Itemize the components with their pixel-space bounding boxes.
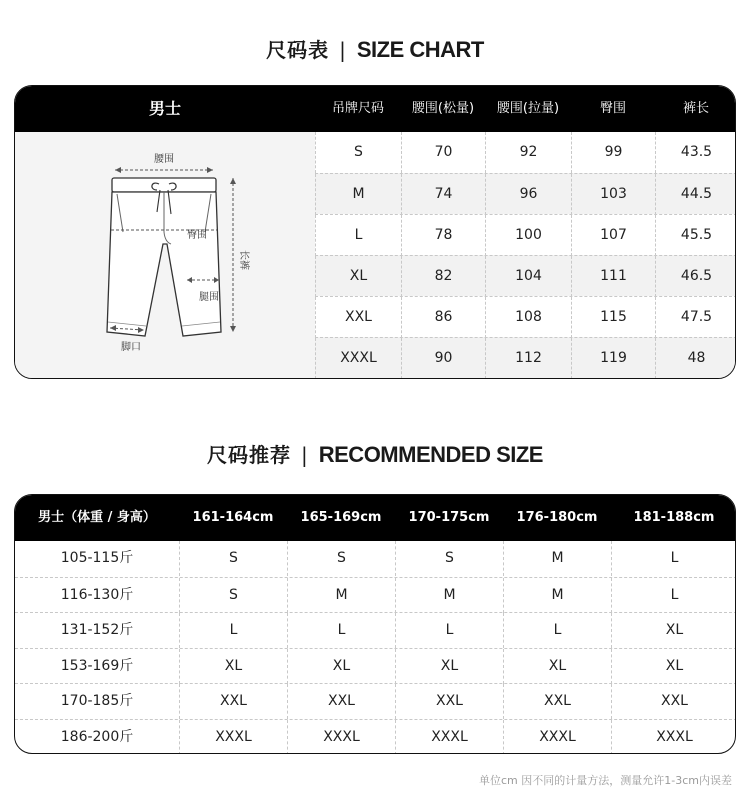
cell-waist-stretched: 92 [485,132,571,173]
cell-size: XXXL [315,338,401,379]
size-cell: XL [611,649,736,684]
cell-length: 45.5 [655,215,736,256]
cell-waist-relaxed: 78 [401,215,485,256]
size-cell: XL [179,649,287,684]
size-cell: XXXL [611,720,736,754]
col-header-hip: 臀围 [599,101,626,116]
cell-hip: 119 [571,338,655,379]
cell-waist-relaxed: 90 [401,338,485,379]
table-row [315,296,736,337]
size-cell: XXL [503,684,611,719]
col-header-waist-stretched: 腰围(拉量) [496,101,560,116]
height-header: 176-180cm [516,510,598,525]
size-cell: XL [611,613,736,648]
cell-waist-stretched: 108 [485,297,571,338]
cell-length: 43.5 [655,132,736,173]
men-label: 男士 [148,99,181,118]
recommend-header [15,495,735,541]
size-cell: XXL [611,684,736,719]
hip-label: 臀围 [187,230,207,241]
cell-size: M [315,174,401,215]
cell-hip: 99 [571,132,655,173]
cell-waist-stretched: 104 [485,256,571,297]
cell-length: 46.5 [655,256,736,297]
table-row [15,648,736,684]
size-cell: L [611,578,736,613]
size-chart-title-en: SIZE CHART [356,37,484,62]
table-row [315,173,736,214]
shorts-diagram [15,132,315,379]
shorts-illustration [15,132,315,379]
cell-waist-relaxed: 70 [401,132,485,173]
cell-length: 44.5 [655,174,736,215]
height-header: 181-188cm [633,510,715,525]
table-row [315,214,736,255]
weight-cell: 131-152斤 [60,622,134,639]
cell-size: L [315,215,401,256]
cell-size: XL [315,256,401,297]
cell-waist-stretched: 112 [485,338,571,379]
size-cell: M [503,578,611,613]
cell-hip: 103 [571,174,655,215]
size-cell: M [287,578,395,613]
cell-waist-relaxed: 82 [401,256,485,297]
row-header-label: 男士（体重 / 身高） [38,510,156,525]
cell-waist-stretched: 96 [485,174,571,215]
weight-cell: 153-169斤 [60,657,134,674]
cell-hip: 111 [571,256,655,297]
size-chart-title-cn: 尺码表 [266,38,330,62]
table-row [315,132,736,173]
table-row [15,719,736,754]
size-cell: L [395,613,503,648]
cell-size: S [315,132,401,173]
cell-size: XXL [315,297,401,338]
col-header-waist-relaxed: 腰围(松量) [411,101,475,116]
size-cell: XL [287,649,395,684]
cell-hip: 107 [571,215,655,256]
size-cell: XXXL [395,720,503,754]
size-cell: L [503,613,611,648]
title-separator: | [301,443,309,467]
table-row [15,612,736,648]
weight-cell: 105-115斤 [60,550,134,566]
thigh-label: 腿围 [199,292,219,303]
cell-waist-relaxed: 74 [401,174,485,215]
col-header-tag-size: 吊牌尺码 [331,101,384,116]
size-cell: XXXL [179,720,287,754]
size-cell: XXL [179,684,287,719]
waist-label: 腰围 [154,154,174,165]
table-row [15,541,736,577]
cell-length: 47.5 [655,297,736,338]
size-cell: XXXL [287,720,395,754]
size-cell: L [179,613,287,648]
size-cell: M [395,578,503,613]
size-cell: S [395,541,503,576]
size-cell: S [287,541,395,576]
table-row [315,255,736,296]
hem-label: 脚口 [121,342,141,353]
cell-hip: 115 [571,297,655,338]
cell-waist-stretched: 100 [485,215,571,256]
size-cell: XXL [395,684,503,719]
cell-length: 48 [655,338,736,379]
size-cell: L [611,541,736,576]
recommend-table [14,494,736,754]
weight-cell: 186-200斤 [60,729,134,745]
recommend-title [0,439,750,468]
size-cell: XL [503,649,611,684]
recommend-title-en: RECOMMENDED SIZE [318,442,543,467]
height-header: 170-175cm [408,510,490,525]
size-cell: L [287,613,395,648]
size-chart-header [15,86,735,132]
table-row [315,337,736,379]
size-chart-title [0,34,750,63]
height-header: 161-164cm [192,510,274,525]
size-cell: XXL [287,684,395,719]
table-row [15,683,736,719]
title-separator: | [339,38,347,62]
weight-cell: 170-185斤 [60,693,134,710]
size-cell: XXXL [503,720,611,754]
measurement-footnote: 单位cm 因不同的计量方法，测量允许1-3cm内误差 [479,774,732,787]
size-chart-grid [315,132,736,379]
height-header: 165-169cm [300,510,382,525]
col-header-length: 裤长 [682,101,709,116]
size-cell: S [179,578,287,613]
table-row [15,577,736,613]
weight-cell: 116-130斤 [60,586,134,603]
recommend-title-cn: 尺码推荐 [207,443,291,467]
size-cell: XL [395,649,503,684]
size-cell: S [179,541,287,576]
cell-waist-relaxed: 86 [401,297,485,338]
length-label: 长裤 [238,250,249,270]
size-chart-table [14,85,736,379]
size-cell: M [503,541,611,576]
